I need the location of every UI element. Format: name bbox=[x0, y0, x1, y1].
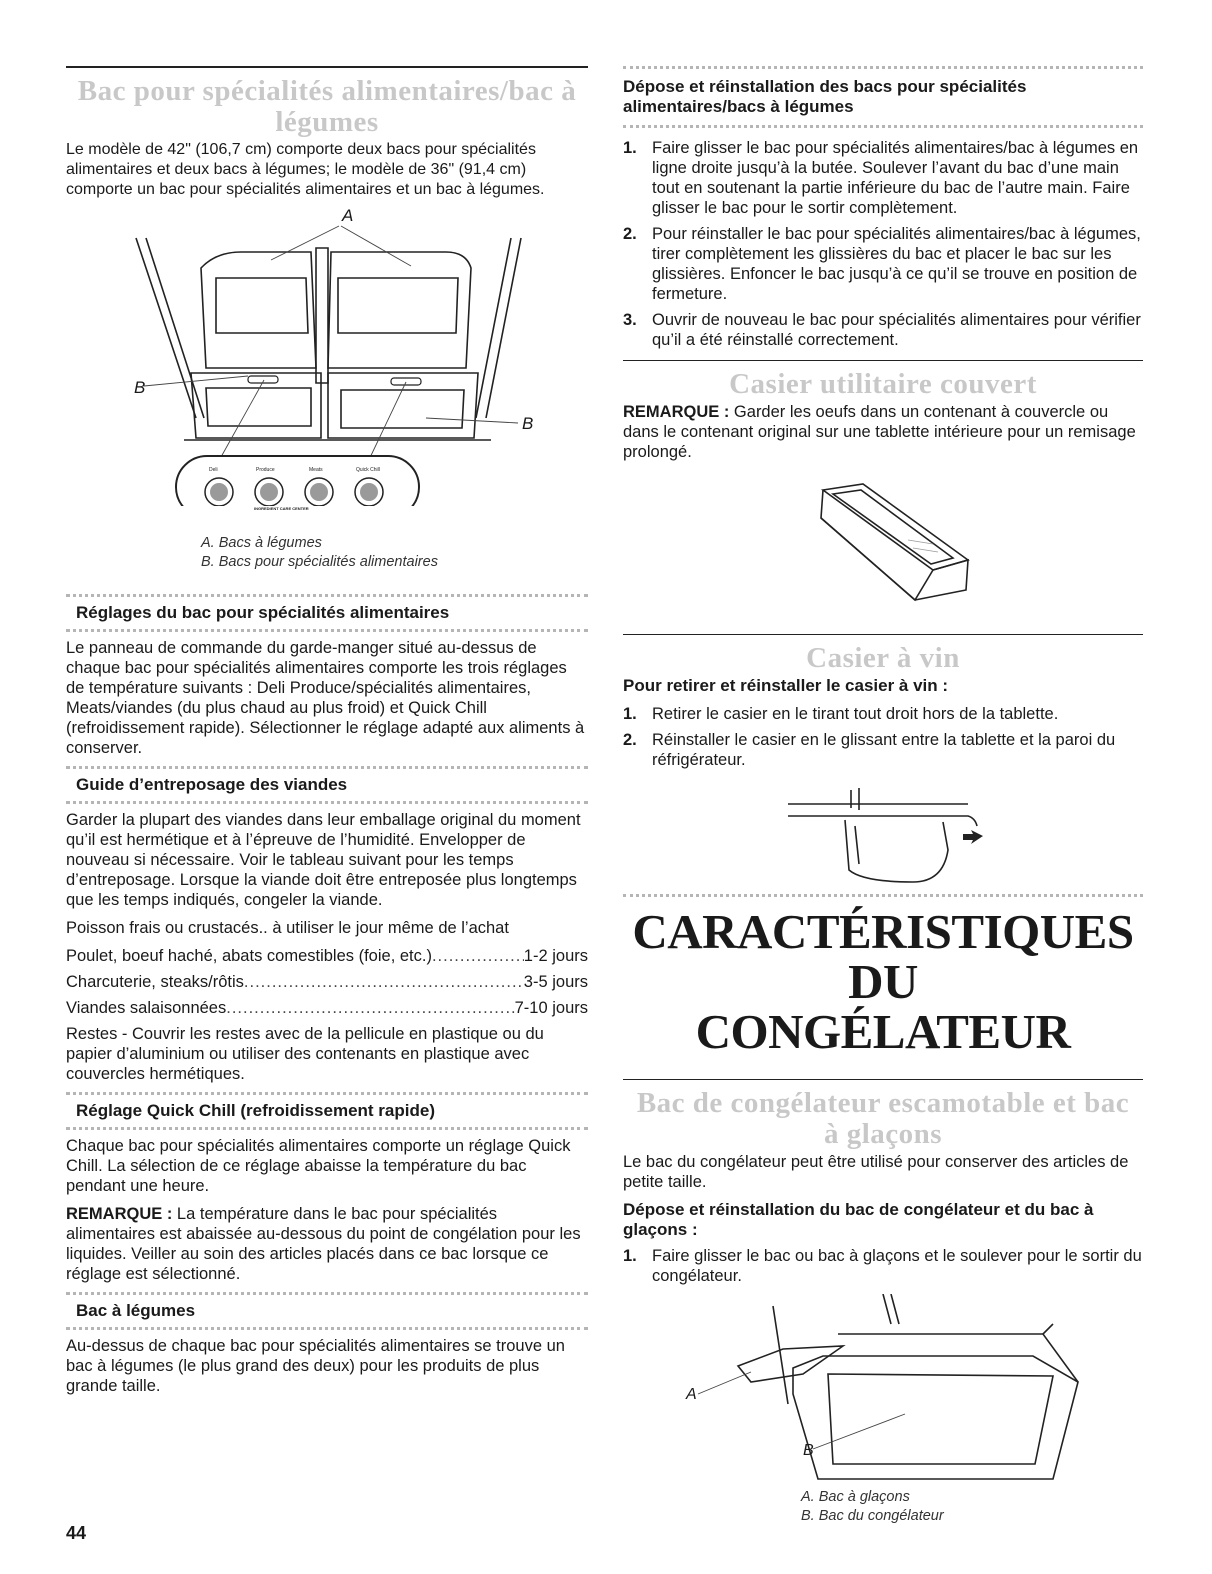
quick-chill-text: Chaque bac pour spécialités alimentaires comporte un réglage Quick Chill. La sélection de ce réglage abaisse la température du bac pendant une heure. bbox=[66, 1137, 571, 1195]
figure-freezer-caption-b: B. Bac du congélateur bbox=[801, 1508, 944, 1524]
divider-dotted bbox=[623, 894, 1143, 897]
storage-row-value: 7-10 jours bbox=[514, 999, 588, 1017]
figure1-label-b-left: B bbox=[134, 378, 146, 397]
reglages-text: Le panneau de commande du garde-manger situé au-dessus de chaque bac pour spécialités alimentaires comporte les trois réglages de température suivants : Deli Produce/spécialités alimentaires, Meats/viandes (du plus chaud au plus froid) et Quick Chill (refroidissement rapide). Sélectionner le réglage adapté aux aliments à conserver. bbox=[66, 639, 585, 757]
freezer-subheading: Dépose et réinstallation du bac de congélateur et du bac à glaçons : bbox=[623, 1200, 1094, 1239]
panel-footer-label: INGREDIENT CARE CENTER bbox=[254, 506, 309, 511]
list-item: 3. Ouvrir de nouveau le bac pour spécialités alimentaires pour vérifier qu’il a été réinstallé correctement. bbox=[623, 311, 1141, 349]
figure1-caption bbox=[66, 534, 588, 572]
left-column bbox=[66, 66, 588, 1404]
restes-text: Restes - Couvrir les restes avec de la pellicule en plastique ou du papier d’aluminium ou utiliser des contenants en plastique avec couvercles hermétiques. bbox=[66, 1025, 544, 1083]
figure-freezer-caption-a: A. Bac à glaçons bbox=[801, 1489, 910, 1505]
storage-row-value: 3-5 jours bbox=[523, 973, 588, 991]
list-item: 2. Pour réinstaller le bac pour spécialités alimentaires/bac à légumes, tirer complètement les glissières du bac et placer le bac sur les glissières. Enfoncer le bac jusqu’à ce qu’il se trouve en position de fermeture. bbox=[623, 225, 1141, 303]
note-text: La température dans le bac pour spécialités alimentaires est abaissée au-dessous du point de congélation pour les liquides. Veiller au soin des articles placés dans ce bac lorsque ce réglage est sélectionné. bbox=[66, 1205, 581, 1283]
note-label: REMARQUE : bbox=[66, 1205, 173, 1223]
storage-row-label: Poulet, boeuf haché, abats comestibles (foie, etc.) bbox=[66, 947, 432, 965]
storage-row-value: 1-2 jours bbox=[523, 947, 588, 965]
freezer-intro: Le bac du congélateur peut être utilisé pour conserver des articles de petite taille. bbox=[623, 1153, 1129, 1191]
section-title-freezer-bin: Bac de congélateur escamotable et bac à glaçons bbox=[636, 1087, 1130, 1150]
figure1-label-b-right: B bbox=[522, 414, 534, 433]
reglages-heading: Réglages du bac pour spécialités alimentaires bbox=[66, 594, 588, 632]
page-number: 44 bbox=[66, 1523, 87, 1543]
list-item: 1. Retirer le casier en le tirant tout droit hors de la tablette. bbox=[623, 705, 1059, 723]
panel-label-meats: Meats bbox=[309, 467, 323, 473]
vin-subheading: Pour retirer et réinstaller le casier à vin : bbox=[623, 676, 949, 695]
figure1-caption-b: B. Bacs pour spécialités alimentaires bbox=[201, 554, 438, 570]
wine-rack-illustration bbox=[623, 778, 1143, 890]
storage-row bbox=[66, 972, 588, 992]
depose-steps bbox=[623, 138, 1143, 350]
storage-row bbox=[66, 946, 588, 966]
figure-specialty-bins bbox=[66, 206, 588, 511]
storage-row-label: Viandes salaisonnées bbox=[66, 999, 227, 1017]
storage-row bbox=[66, 998, 588, 1018]
freezer-features-title bbox=[623, 904, 1143, 1059]
list-item: 2. Réinstaller le casier en le glissant entre la tablette et la paroi du réfrigérateur. bbox=[623, 731, 1116, 769]
list-item: 1. Faire glisser le bac ou bac à glaçons et le soulever pour le sortir du congélateur. bbox=[623, 1247, 1142, 1285]
panel-label-deli: Deli bbox=[209, 467, 218, 473]
big-title-line1: CARACTÉRISTIQUES DU bbox=[632, 904, 1134, 1009]
storage-row-label: Charcuterie, steaks/rôtis bbox=[66, 973, 244, 991]
freezer-steps bbox=[623, 1246, 1143, 1286]
section-title-specialty-bin: Bac pour spécialités alimentaires/bac à légumes bbox=[77, 75, 577, 138]
figure1-caption-a: A. Bacs à légumes bbox=[201, 535, 322, 551]
guide-text: Garder la plupart des viandes dans leur emballage original du moment qu’il est hermétique et à l’épreuve de l’humidité. Envelopper de nouveau si nécessaire. Voir le tableau suivant pour les temps d’entreposage. Lorsque la viande doit être entreposée plus longtemps que les temps indiqués, congeler la viande. bbox=[66, 811, 581, 909]
quick-chill-note bbox=[66, 1204, 588, 1284]
figure1-label-a: A bbox=[342, 206, 354, 225]
figure-freezer-label-b: B bbox=[803, 1442, 814, 1459]
bins-illustration bbox=[66, 208, 588, 506]
figure-freezer-caption bbox=[623, 1488, 1143, 1526]
figure-freezer-bin bbox=[623, 1294, 1143, 1484]
panel-label-produce: Produce bbox=[256, 467, 275, 473]
quick-chill-heading: Réglage Quick Chill (refroidissement rapide) bbox=[66, 1092, 588, 1130]
guide-heading: Guide d’entreposage des viandes bbox=[66, 766, 588, 804]
storage-first-line: Poisson frais ou crustacés.. à utiliser le jour même de l’achat bbox=[66, 919, 509, 937]
note-text: Garder les oeufs dans un contenant à couvercle ou dans le contenant original sur une tablette intérieure pour un remisage prolongé. bbox=[623, 403, 1136, 461]
freezer-bin-illustration bbox=[623, 1294, 1143, 1484]
section-title-casier: Casier utilitaire couvert bbox=[729, 368, 1037, 400]
specialty-bin-intro: Le modèle de 42" (106,7 cm) comporte deux bacs pour spécialités alimentaires et deux bacs à légumes; le modèle de 36" (91,4 cm) comporte un bac pour spécialités alimentaires et un bac à légumes. bbox=[66, 141, 545, 198]
vin-steps bbox=[623, 704, 1143, 770]
casier-note bbox=[623, 402, 1143, 462]
big-title-line2: CONGÉLATEUR bbox=[695, 1004, 1071, 1059]
figure-freezer-label-a: A bbox=[686, 1386, 697, 1403]
bac-legumes-heading: Bac à légumes bbox=[66, 1292, 588, 1330]
depose-heading: Dépose et réinstallation des bacs pour spécialités alimentaires/bacs à légumes bbox=[623, 66, 1143, 128]
egg-bin-illustration bbox=[623, 470, 1143, 620]
panel-label-quick-chill: Quick Chill bbox=[356, 467, 380, 473]
section-title-vin: Casier à vin bbox=[806, 642, 960, 674]
right-column bbox=[623, 66, 1143, 1526]
note-label: REMARQUE : bbox=[623, 403, 730, 421]
list-item: 1. Faire glisser le bac pour spécialités alimentaires/bac à légumes en ligne droite jusqu’à la butée. Soulever l’avant du bac d’une main tout en soutenant la partie inférieure du bac de l’autre main. Faire glisser le bac pour le sortir complètement. bbox=[623, 139, 1139, 217]
bac-legumes-text: Au-dessus de chaque bac pour spécialités alimentaires se trouve un bac à légumes (le plus grand des deux) pour les produits de plus grande taille. bbox=[66, 1337, 565, 1395]
